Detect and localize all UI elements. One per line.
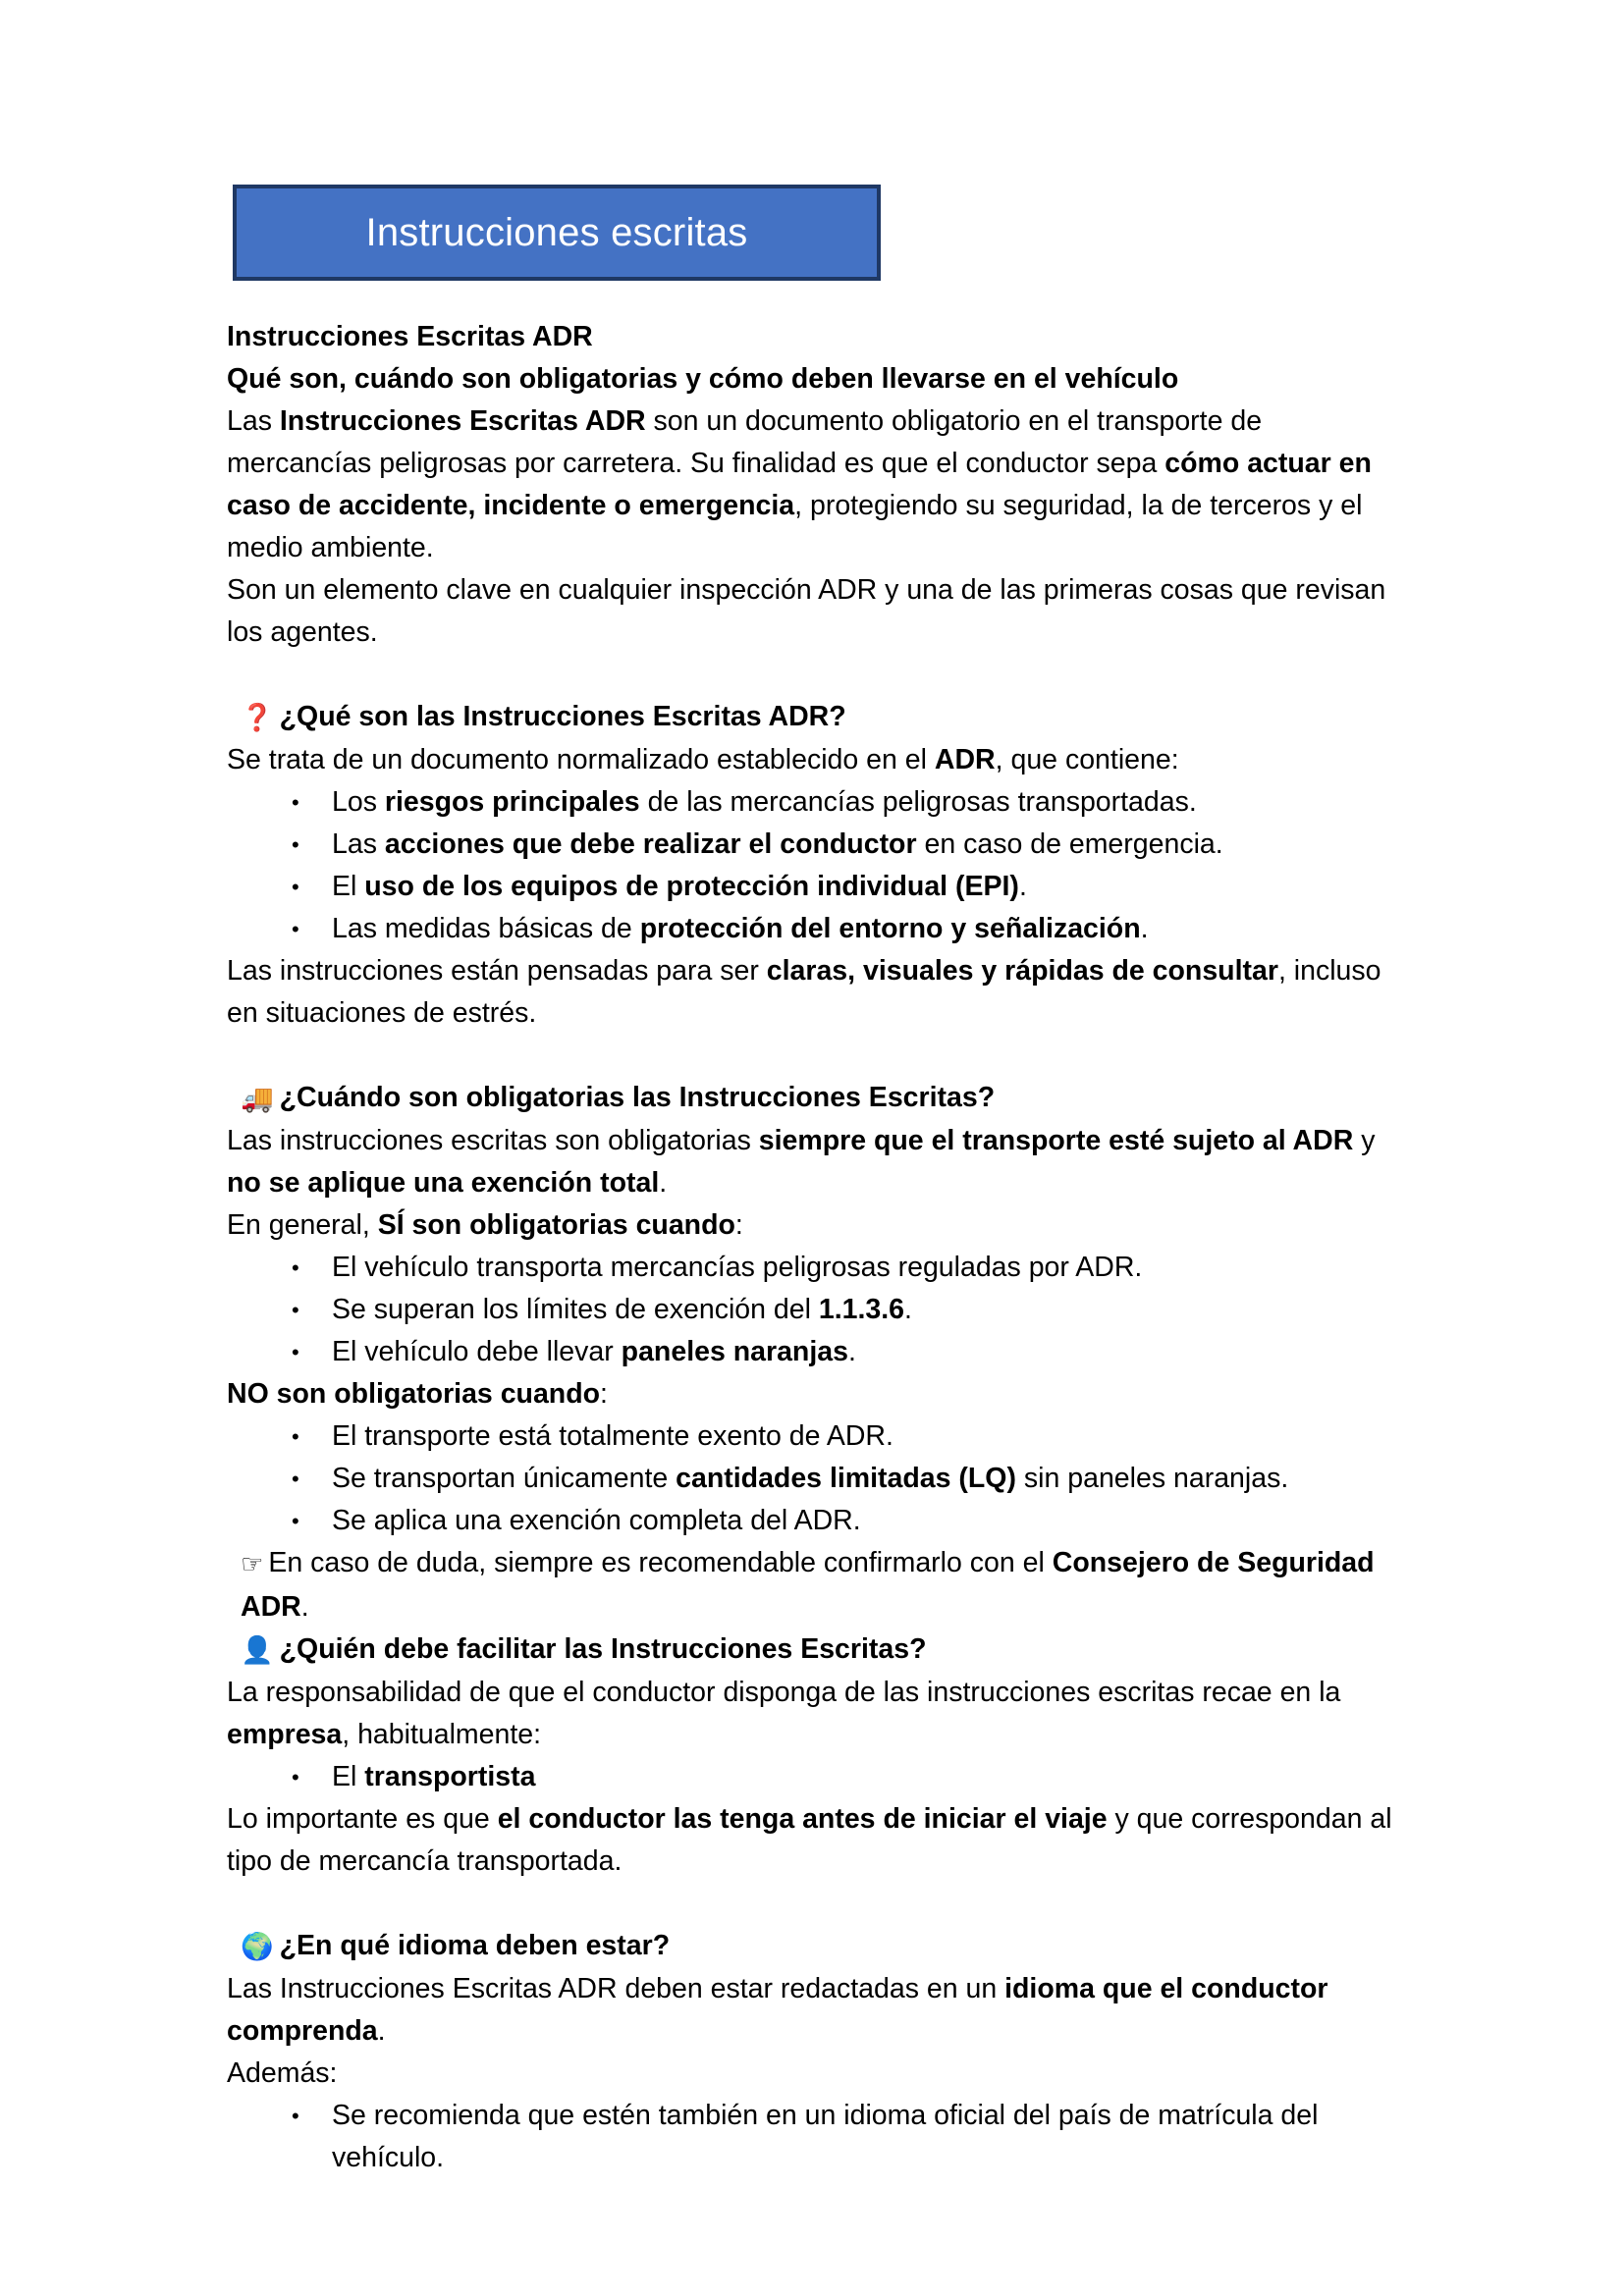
- note-b: Consejero de Seguridad ADR: [241, 1547, 1375, 1623]
- list-item: [227, 1500, 1400, 1542]
- cuando-lead: [227, 1120, 1400, 1204]
- section-heading-que-son: [227, 696, 1400, 739]
- section-heading-idioma: [227, 1925, 1400, 1968]
- idioma-lead-b: idioma que el conductor comprenda: [227, 1973, 1328, 2047]
- quien-closing-b: el conductor las tenga antes de iniciar el viaje: [497, 1803, 1108, 1835]
- idioma-ademas-label: Además:: [227, 2057, 338, 2089]
- bullet-bold: riesgos principales: [384, 786, 640, 818]
- question-mark-icon: ❓: [241, 703, 274, 733]
- cuando-note: [227, 1542, 1400, 1629]
- list-item: [227, 1331, 1400, 1373]
- list-item: [227, 1289, 1400, 1331]
- bullet-bold: acciones que debe realizar el conductor: [384, 828, 917, 860]
- section-heading-idioma-label: ¿En qué idioma deben estar?: [279, 1930, 671, 1961]
- si-label-c: :: [734, 1209, 743, 1241]
- cuando-si-bullet-list: [227, 1247, 1400, 1373]
- list-item: [227, 866, 1400, 908]
- intro-paragraph-2: Son un elemento clave en cualquier inspección ADR y una de las primeras cosas que revisan los agentes.: [227, 574, 1386, 648]
- spacer: [227, 1035, 1400, 1077]
- note-a: En caso de duda, siempre es recomendable confirmarlo con el: [268, 1547, 1053, 1578]
- intro-heading-1: Instrucciones Escritas ADR: [227, 321, 593, 352]
- bullet-bold: 1.1.3.6: [818, 1294, 905, 1325]
- cuando-si-label: [227, 1204, 1400, 1247]
- si-label-a: En general,: [227, 1209, 378, 1241]
- intro-p1-e: , protegiendo su seguridad, la de terceros y el medio ambiente.: [227, 490, 1363, 563]
- bullet-bold: paneles naranjas: [621, 1336, 848, 1367]
- intro-heading-2: Qué son, cuándo son obligatorias y cómo deben llevarse en el vehículo: [227, 363, 1179, 395]
- que-son-closing: [227, 950, 1400, 1035]
- idioma-lead-c: .: [377, 2015, 386, 2047]
- spacer: [227, 654, 1400, 696]
- title-banner: [233, 185, 881, 281]
- bullet-pre: El transporte está totalmente exento de ADR.: [332, 1420, 893, 1452]
- bullet-pre: El: [332, 1761, 365, 1792]
- quien-lead-c: , habitualmente:: [342, 1719, 542, 1750]
- bullet-bold: protección del entorno y señalización: [639, 913, 1141, 944]
- no-label-a: NO son obligatorias cuando: [227, 1378, 601, 1410]
- section-heading-que-son-label: ¿Qué son las Instrucciones Escritas ADR?: [279, 701, 846, 732]
- bullet-post: en caso de emergencia.: [916, 828, 1223, 860]
- list-item: [227, 1458, 1400, 1500]
- cuando-lead-d: no se aplique una exención total: [227, 1167, 660, 1199]
- list-item: [227, 781, 1400, 824]
- quien-lead-b: empresa: [227, 1719, 343, 1750]
- quien-closing-a: Lo importante es que: [227, 1803, 498, 1835]
- intro-p1-b: Instrucciones Escritas ADR: [279, 405, 646, 437]
- pointing-hand-icon: ☞: [241, 1550, 264, 1579]
- quien-closing: [227, 1798, 1400, 1883]
- section-heading-quien: [227, 1629, 1400, 1672]
- bullet-post: .: [847, 1336, 856, 1367]
- que-son-lead-b: ADR: [934, 744, 996, 775]
- bullet-pre: Se recomienda que estén también en un idioma oficial del país de matrícula del vehículo.: [332, 2100, 1319, 2173]
- quien-bullet-list: [227, 1756, 1400, 1798]
- list-item: [227, 1415, 1400, 1458]
- que-son-lead-c: , que contiene:: [995, 744, 1179, 775]
- spacer: [227, 1883, 1400, 1925]
- que-son-closing-b: claras, visuales y rápidas de consultar: [766, 955, 1278, 987]
- list-item: [227, 1756, 1400, 1798]
- intro-p1-c: son un documento obligatorio en el transporte de mercancías peligrosas por carretera. Su finalidad es que el conductor sepa: [227, 405, 1263, 479]
- bullet-pre: Los: [332, 786, 385, 818]
- no-label-b: :: [600, 1378, 608, 1410]
- bullet-bold: transportista: [364, 1761, 536, 1792]
- bullet-pre: Las medidas básicas de: [332, 913, 640, 944]
- intro-p1-a: Las: [227, 405, 280, 437]
- cuando-no-bullet-list: [227, 1415, 1400, 1542]
- truck-icon: 🚚: [241, 1084, 274, 1114]
- bullet-pre: Las: [332, 828, 385, 860]
- list-item: [227, 2095, 1400, 2179]
- quien-closing-c: y que correspondan al tipo de mercancía transportada.: [227, 1803, 1392, 1877]
- bullet-post: .: [1140, 913, 1149, 944]
- intro-p1-d: cómo actuar en caso de accidente, incidente o emergencia: [227, 448, 1372, 521]
- document-body: [227, 316, 1400, 2179]
- list-item: [227, 1247, 1400, 1289]
- bullet-bold: uso de los equipos de protección individual (EPI): [364, 871, 1019, 902]
- que-son-lead: [227, 739, 1400, 781]
- bullet-pre: Se superan los límites de exención del: [332, 1294, 819, 1325]
- bullet-post: sin paneles naranjas.: [1015, 1463, 1289, 1494]
- cuando-lead-e: .: [659, 1167, 668, 1199]
- bullet-pre: Se aplica una exención completa del ADR.: [332, 1505, 861, 1536]
- quien-lead-a: La responsabilidad de que el conductor disponga de las instrucciones escritas recae en la: [227, 1677, 1341, 1708]
- intro-paragraph-1: [227, 400, 1400, 569]
- quien-lead: [227, 1672, 1400, 1756]
- note-c: .: [300, 1591, 309, 1623]
- que-son-closing-c: , incluso en situaciones de estrés.: [227, 955, 1381, 1029]
- cuando-lead-c: y: [1353, 1125, 1376, 1156]
- list-item: [227, 908, 1400, 950]
- bullet-bold: cantidades limitadas (LQ): [676, 1463, 1016, 1494]
- list-item: [227, 824, 1400, 866]
- section-heading-quien-label: ¿Quién debe facilitar las Instrucciones Escritas?: [279, 1633, 927, 1665]
- que-son-bullet-list: [227, 781, 1400, 950]
- que-son-lead-a: Se trata de un documento normalizado establecido en el: [227, 744, 935, 775]
- idioma-bullet-list: [227, 2095, 1400, 2179]
- idioma-lead: [227, 1968, 1400, 2053]
- bullet-post: de las mercancías peligrosas transportadas.: [639, 786, 1197, 818]
- idioma-lead-a: Las Instrucciones Escritas ADR deben estar redactadas en un: [227, 1973, 1005, 2004]
- bullet-post: .: [1018, 871, 1027, 902]
- globe-icon: 🌍: [241, 1932, 274, 1962]
- cuando-no-label: [227, 1373, 1400, 1415]
- section-heading-cuando-label: ¿Cuándo son obligatorias las Instrucciones Escritas?: [279, 1082, 996, 1113]
- bullet-post: .: [904, 1294, 912, 1325]
- si-label-b: SÍ son obligatorias cuando: [377, 1209, 735, 1241]
- section-heading-cuando: [227, 1077, 1400, 1120]
- cuando-lead-a: Las instrucciones escritas son obligatorias: [227, 1125, 759, 1156]
- bullet-pre: Se transportan únicamente: [332, 1463, 677, 1494]
- cuando-lead-b: siempre que el transporte esté sujeto al ADR: [758, 1125, 1354, 1156]
- person-icon: 👤: [241, 1635, 274, 1666]
- page-title: Instrucciones escritas: [365, 211, 748, 254]
- que-son-closing-a: Las instrucciones están pensadas para ser: [227, 955, 767, 987]
- bullet-pre: El: [332, 871, 365, 902]
- bullet-pre: El vehículo debe llevar: [332, 1336, 622, 1367]
- bullet-pre: El vehículo transporta mercancías peligrosas reguladas por ADR.: [332, 1252, 1143, 1283]
